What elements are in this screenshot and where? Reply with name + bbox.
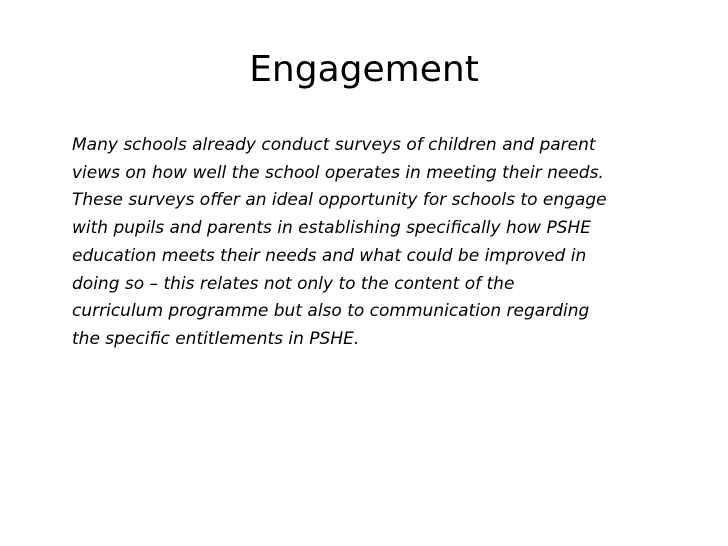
body-line: views on how well the school operates in meeting their needs. (72, 162, 604, 183)
body-line: doing so – this relates not only to the content of the (72, 273, 515, 294)
slide-title: Engagement (249, 49, 479, 90)
body-line: education meets their needs and what could be improved in (72, 245, 587, 266)
body-line: Many schools already conduct surveys of children and parent (72, 135, 596, 155)
slide-body-paragraph (72, 132, 684, 354)
body-line: curriculum programme but also to communication regarding (72, 301, 590, 322)
body-line: the specific entitlements in PSHE. (72, 328, 360, 349)
body-line: with pupils and parents in establishing specifically how PSHE (72, 218, 592, 239)
body-line: These surveys offer an ideal opportunity for schools to engage (72, 190, 607, 211)
